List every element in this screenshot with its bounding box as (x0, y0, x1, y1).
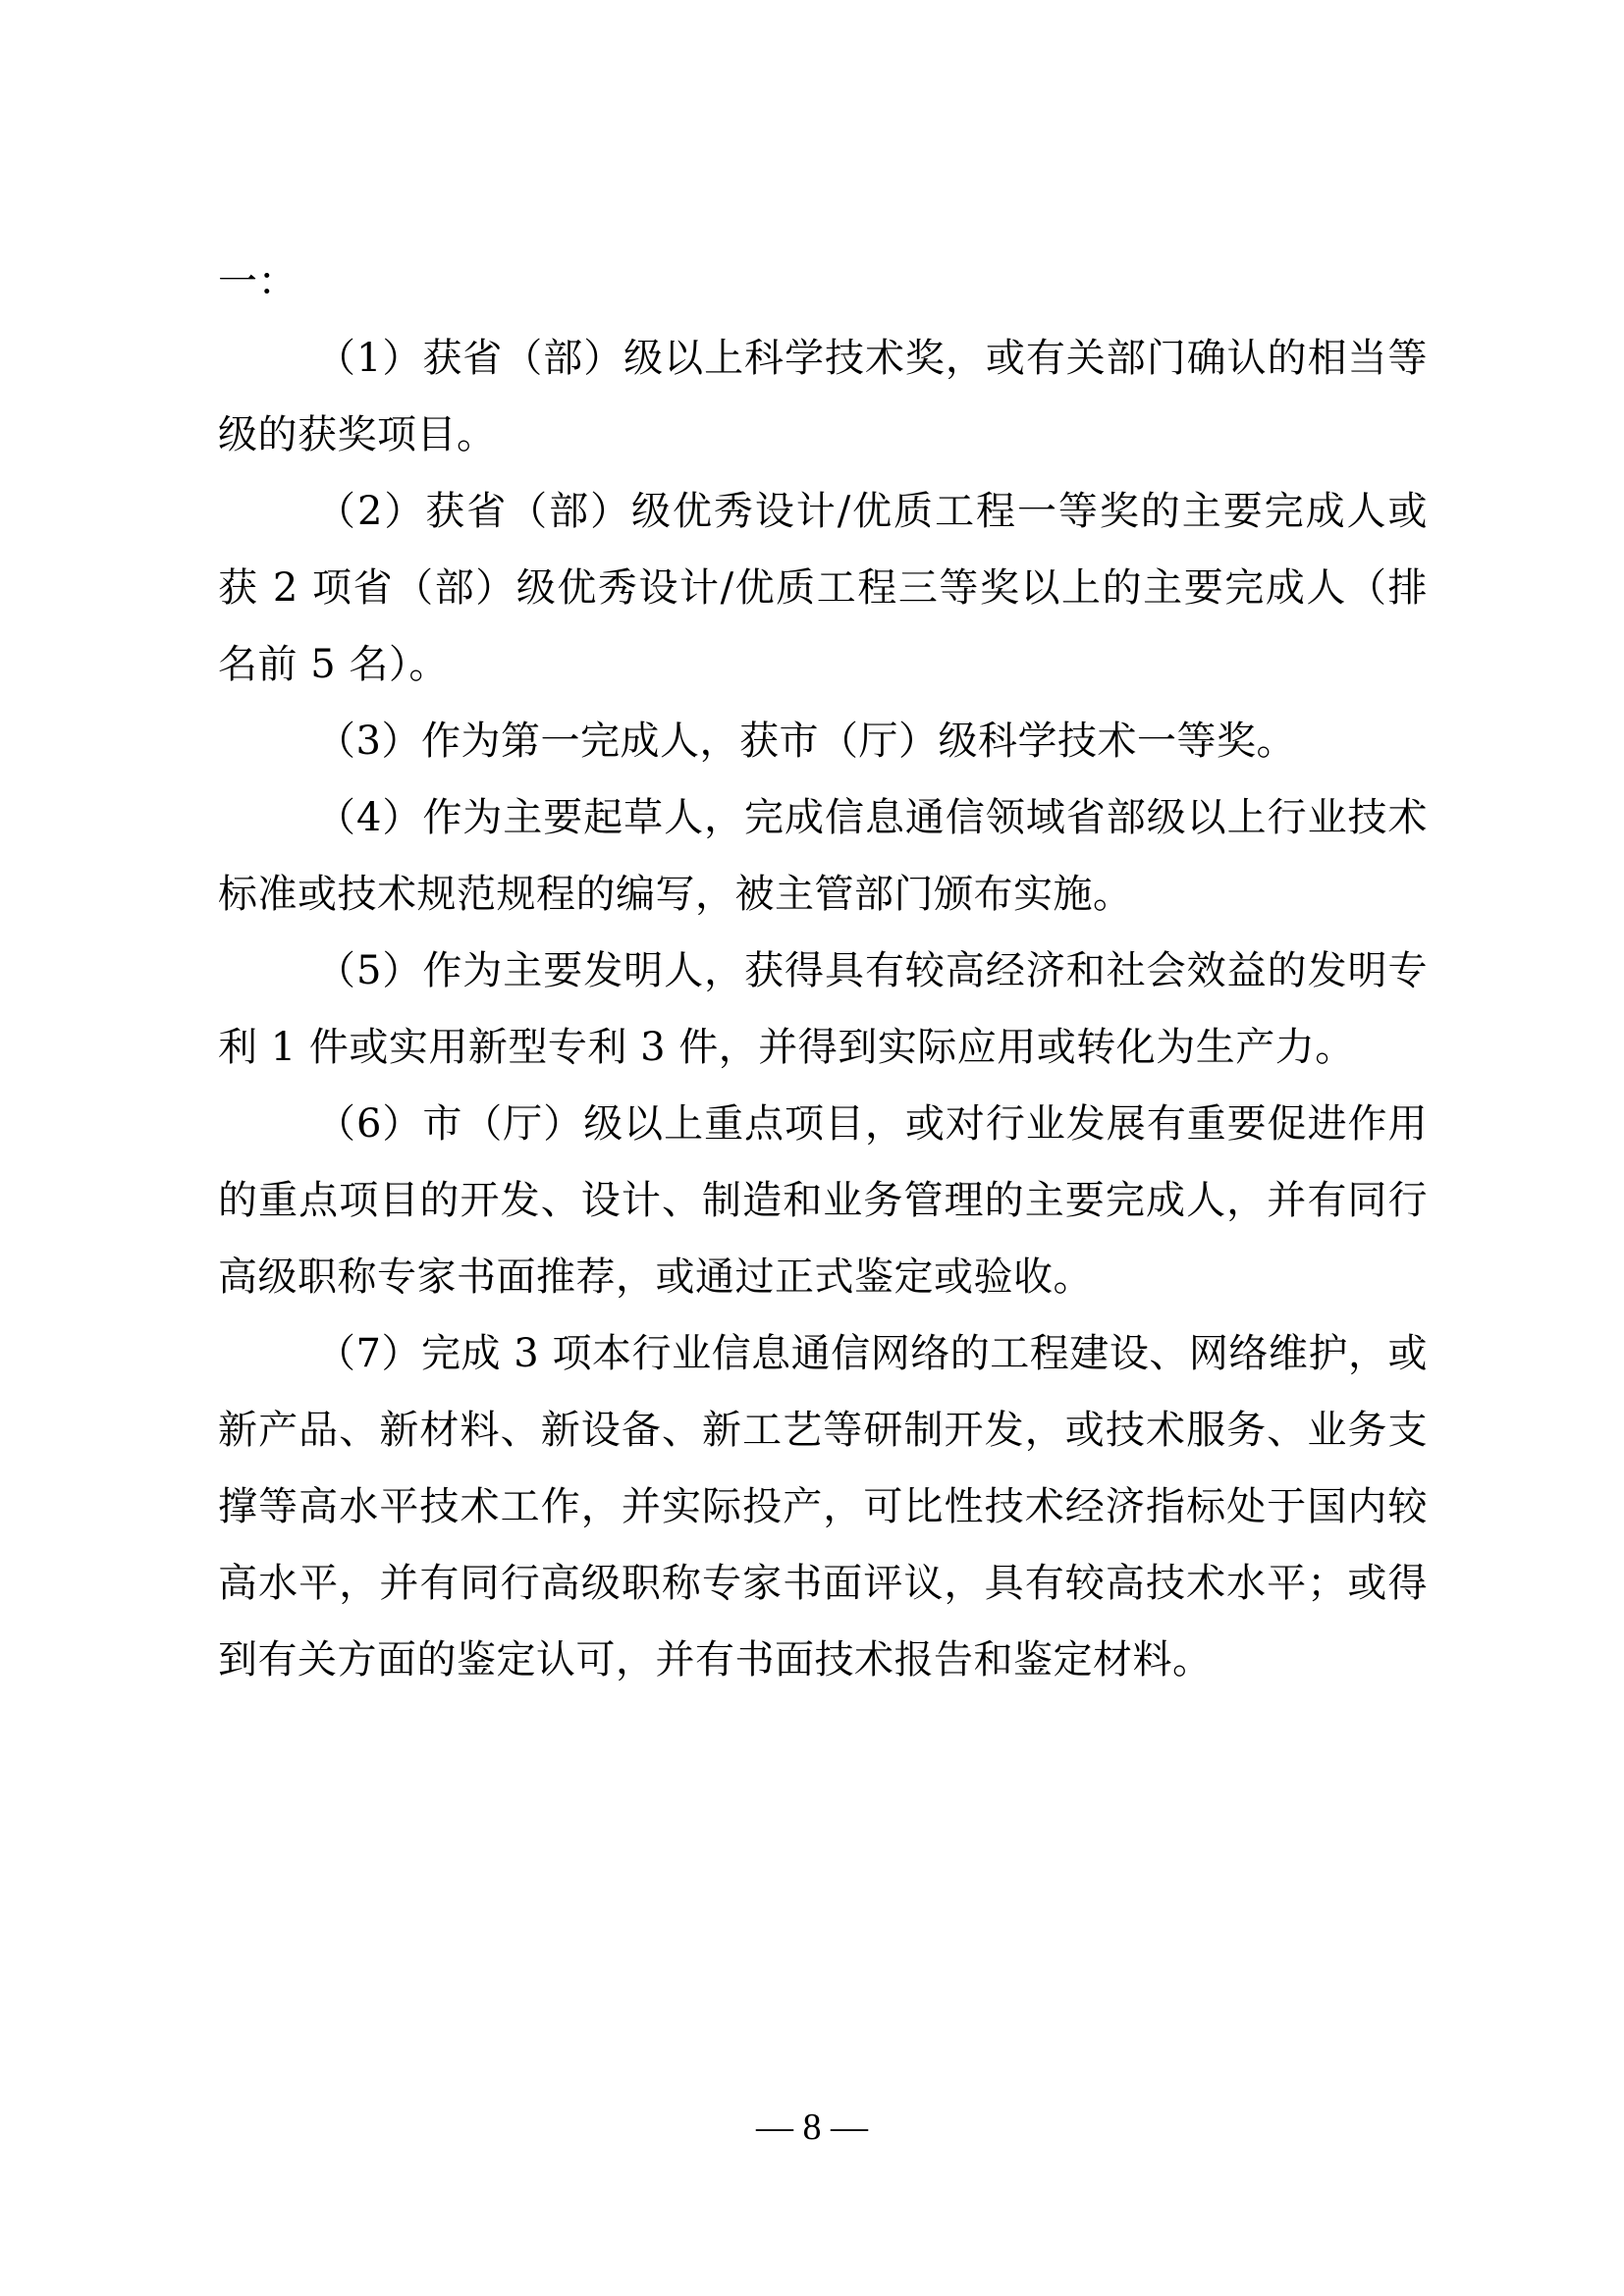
paragraph-item-7: （7）完成 3 项本行业信息通信网络的工程建设、网络维护，或新产品、新材料、新设备、新工艺等研制开发，或技术服务、业务支撑等高水平技术工作，并实际投产，可比性技术经济指标处于国内较高水平，并有同行高级职称专家书面评议，具有较高技术水平；或得到有关方面的鉴定认可，并有书面技术报告和鉴定材料。 (218, 1331, 1428, 1682)
paragraph-item-3: （3）作为第一完成人，获市（厅）级科学技术一等奖。 (316, 719, 1296, 764)
document-body (218, 243, 1428, 1698)
paragraph-item-4: （4）作为主要起草人，完成信息通信领域省部级以上行业技术标准或技术规范规程的编写，被主管部门颁布实施。 (218, 795, 1428, 917)
paragraph-item-1: （1）获省（部）级以上科学技术奖，或有关部门确认的相当等级的获奖项目。 (218, 336, 1428, 457)
paragraph-item-5: （5）作为主要发明人，获得具有较高经济和社会效益的发明专利 1 件或实用新型专利 3 件，并得到实际应用或转化为生产力。 (218, 948, 1428, 1070)
paragraph-continuation: 一： (218, 259, 298, 304)
page-number: — 8 — (756, 2107, 868, 2148)
paragraph-item-2: （2）获省（部）级优秀设计/优质工程一等奖的主要完成人或获 2 项省（部）级优秀设计/优质工程三等奖以上的主要完成人（排名前 5 名）。 (218, 489, 1428, 687)
paragraph-item-6: （6）市（厅）级以上重点项目，或对行业发展有重要促进作用的重点项目的开发、设计、制造和业务管理的主要完成人，并有同行高级职称专家书面推荐，或通过正式鉴定或验收。 (218, 1101, 1428, 1300)
